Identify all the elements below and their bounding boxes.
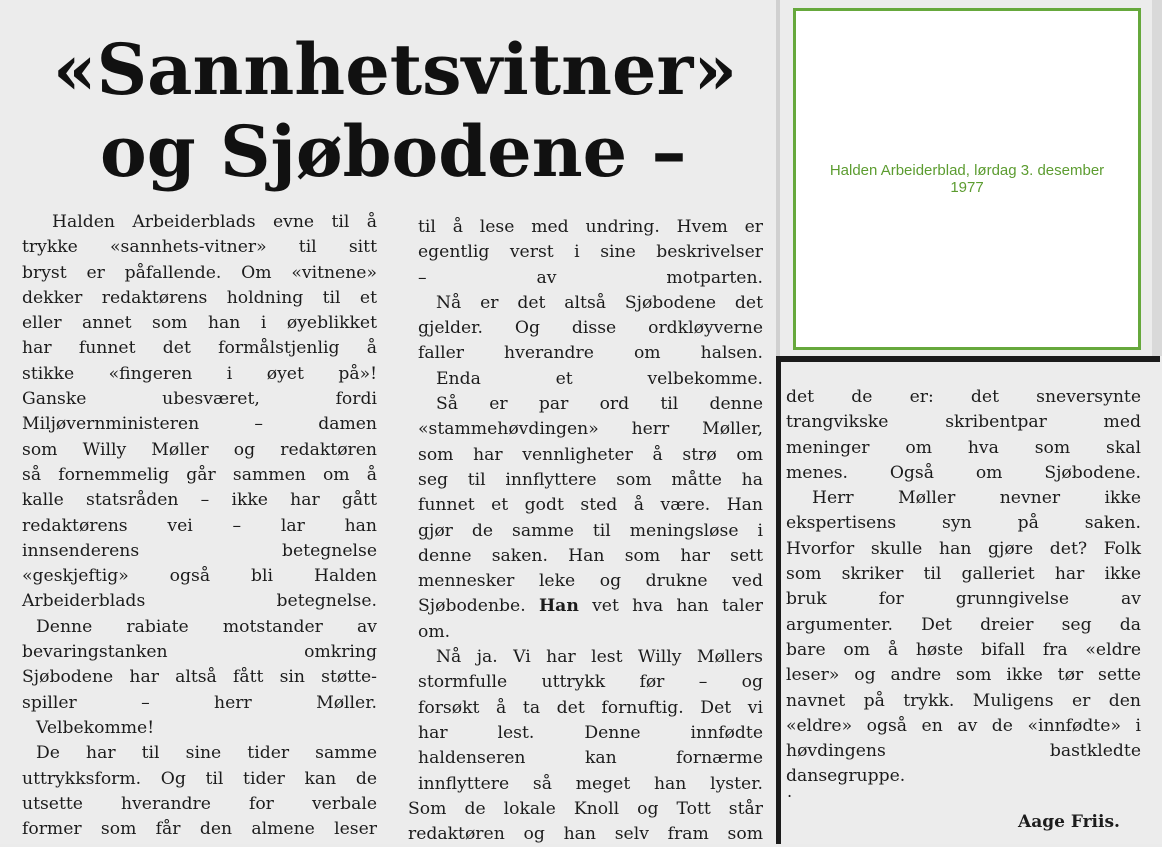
text-line: til å lese med undring. Hvem er <box>418 217 763 237</box>
text-line: De har til sine tider samme <box>36 743 377 764</box>
text-line: ekspertisens syn på saken. <box>786 513 1141 534</box>
text-line: Som de lokale Knoll og Tott står <box>408 798 763 819</box>
text-line: navnet på trykk. Muligens er den <box>786 690 1141 711</box>
text-line: «stammehøvdingen» herr Møller, <box>418 419 763 440</box>
text-line: mennesker leke og drukne ved <box>418 571 763 592</box>
text-line: utsette hverandre for verbale <box>22 793 377 814</box>
text-line: bare om å høste bifall fra «eldre <box>786 639 1141 660</box>
article-column-3 <box>786 385 1141 790</box>
text-line <box>408 594 763 619</box>
text-line: gjør de samme til meningsløse i <box>418 520 763 541</box>
text-line: dansegruppe. <box>786 766 906 787</box>
text-line: leser» og andre som ikke tør sette <box>786 665 1141 686</box>
text-line: bryst er påfallende. Om «vitnene» <box>22 262 377 283</box>
text-line: stikke «fingeren i øyet på»! <box>22 363 377 384</box>
text-line: innflyttere så meget han lyster. <box>418 773 763 794</box>
caption-text: Halden Arbeiderblad, lørdag 3. desember 1977 <box>829 162 1105 196</box>
text-line: meninger om hva som skal <box>786 437 1141 458</box>
text-line: redaktøren og han selv fram som <box>408 824 763 845</box>
text-line: så fornemmelig går sammen om å <box>22 464 377 485</box>
text-line: faller hverandre om halsen. <box>418 343 763 364</box>
text-line: redaktørens vei – lar han <box>22 515 377 536</box>
text-line: har lest. Denne innfødte <box>418 722 763 743</box>
stray-dot: . <box>787 782 793 801</box>
text-line: trangvikske skribentpar med <box>786 412 1141 433</box>
text-line: om. <box>418 621 451 642</box>
text-line: Så er par ord til denne <box>436 394 763 415</box>
text-line: Nå ja. Vi har lest Willy Møllers <box>436 647 763 668</box>
text-line: denne saken. Han som har sett <box>418 545 763 566</box>
text-line: innsenderens betegnelse <box>22 540 377 561</box>
text-fragment: Sjøbodenbe. <box>418 596 526 617</box>
text-line: «geskjeftig» også bli Halden <box>22 566 377 587</box>
text-line: egentlig verst i sine beskrivelser <box>418 242 763 263</box>
text-line: som har vennligheter å strø om <box>418 444 763 465</box>
text-line: Enda et velbekomme. <box>436 368 763 389</box>
text-line: – av motparten. <box>418 267 763 288</box>
text-line: «eldre» også en av de «innfødte» i <box>786 715 1141 736</box>
caption-box <box>793 8 1141 350</box>
text-line: seg til innflyttere som måtte ha <box>418 469 763 490</box>
text-line: haldenseren kan fornærme <box>418 748 763 769</box>
text-line: har funnet det formålstjenlig å <box>22 338 377 359</box>
text-line: Miljøvernministeren – damen <box>22 414 377 435</box>
text-line: det de er: det sneversynte <box>786 387 1141 407</box>
text-line: Sjøbodene har altså fått sin støtte- <box>22 667 377 688</box>
text-line: menes. Også om Sjøbodene. <box>786 462 1141 483</box>
text-line: Nå er det altså Sjøbodene det <box>436 292 763 313</box>
text-line: bevaringstanken omkring <box>22 642 377 663</box>
text-line: Hvorfor skulle han gjøre det? Folk <box>786 538 1141 559</box>
author-signature: Aage Friis. <box>1018 812 1120 832</box>
text-line: dekker redaktørens holdning til et <box>22 287 377 308</box>
article-column-2 <box>408 215 763 847</box>
headline-line-1: «Sannhetsvitner» <box>52 28 738 111</box>
text-line: former som får den almene leser <box>22 819 377 840</box>
text-line: eller annet som han i øyeblikket <box>22 313 377 334</box>
text-line: Denne rabiate motstander av <box>36 616 377 637</box>
text-line: argumenter. Det dreier seg da <box>786 614 1141 635</box>
text-line: trykke «sannhets-vitner» til sitt <box>22 237 377 258</box>
text-fragment: vet hva han taler <box>592 596 764 617</box>
text-line: Ganske ubesværet, fordi <box>22 389 377 410</box>
text-line: Arbeiderblads betegnelse. <box>22 591 377 612</box>
headline-line-2: og Sjøbodene – <box>100 110 687 193</box>
text-line: høvdingens bastkledte <box>786 741 1141 762</box>
text-line: kalle statsråden – ikke har gått <box>22 490 377 511</box>
text-line: spiller – herr Møller. <box>22 692 377 713</box>
text-line: Herr Møller nevner ikke <box>812 488 1141 509</box>
page-edge <box>1152 0 1162 356</box>
text-line: stormfulle uttrykk før – og <box>418 672 763 693</box>
text-line: Velbekomme! <box>36 717 155 738</box>
text-line: funnet et godt sted å være. Han <box>418 495 763 516</box>
article-column-1 <box>22 210 377 842</box>
text-line: uttrykksform. Og til tider kan de <box>22 768 377 789</box>
text-line: gjelder. Og disse ordkløyverne <box>418 318 763 339</box>
text-line: som skriker til galleriet har ikke <box>786 564 1141 585</box>
text-line: Halden Arbeiderblads evne til å <box>52 212 377 232</box>
text-line: forsøkt å ta det fornuftig. Det vi <box>418 697 763 718</box>
text-line: som Willy Møller og redaktøren <box>22 439 377 460</box>
text-line: bruk for grunngivelse av <box>786 589 1141 610</box>
bold-word: Han <box>538 596 579 617</box>
